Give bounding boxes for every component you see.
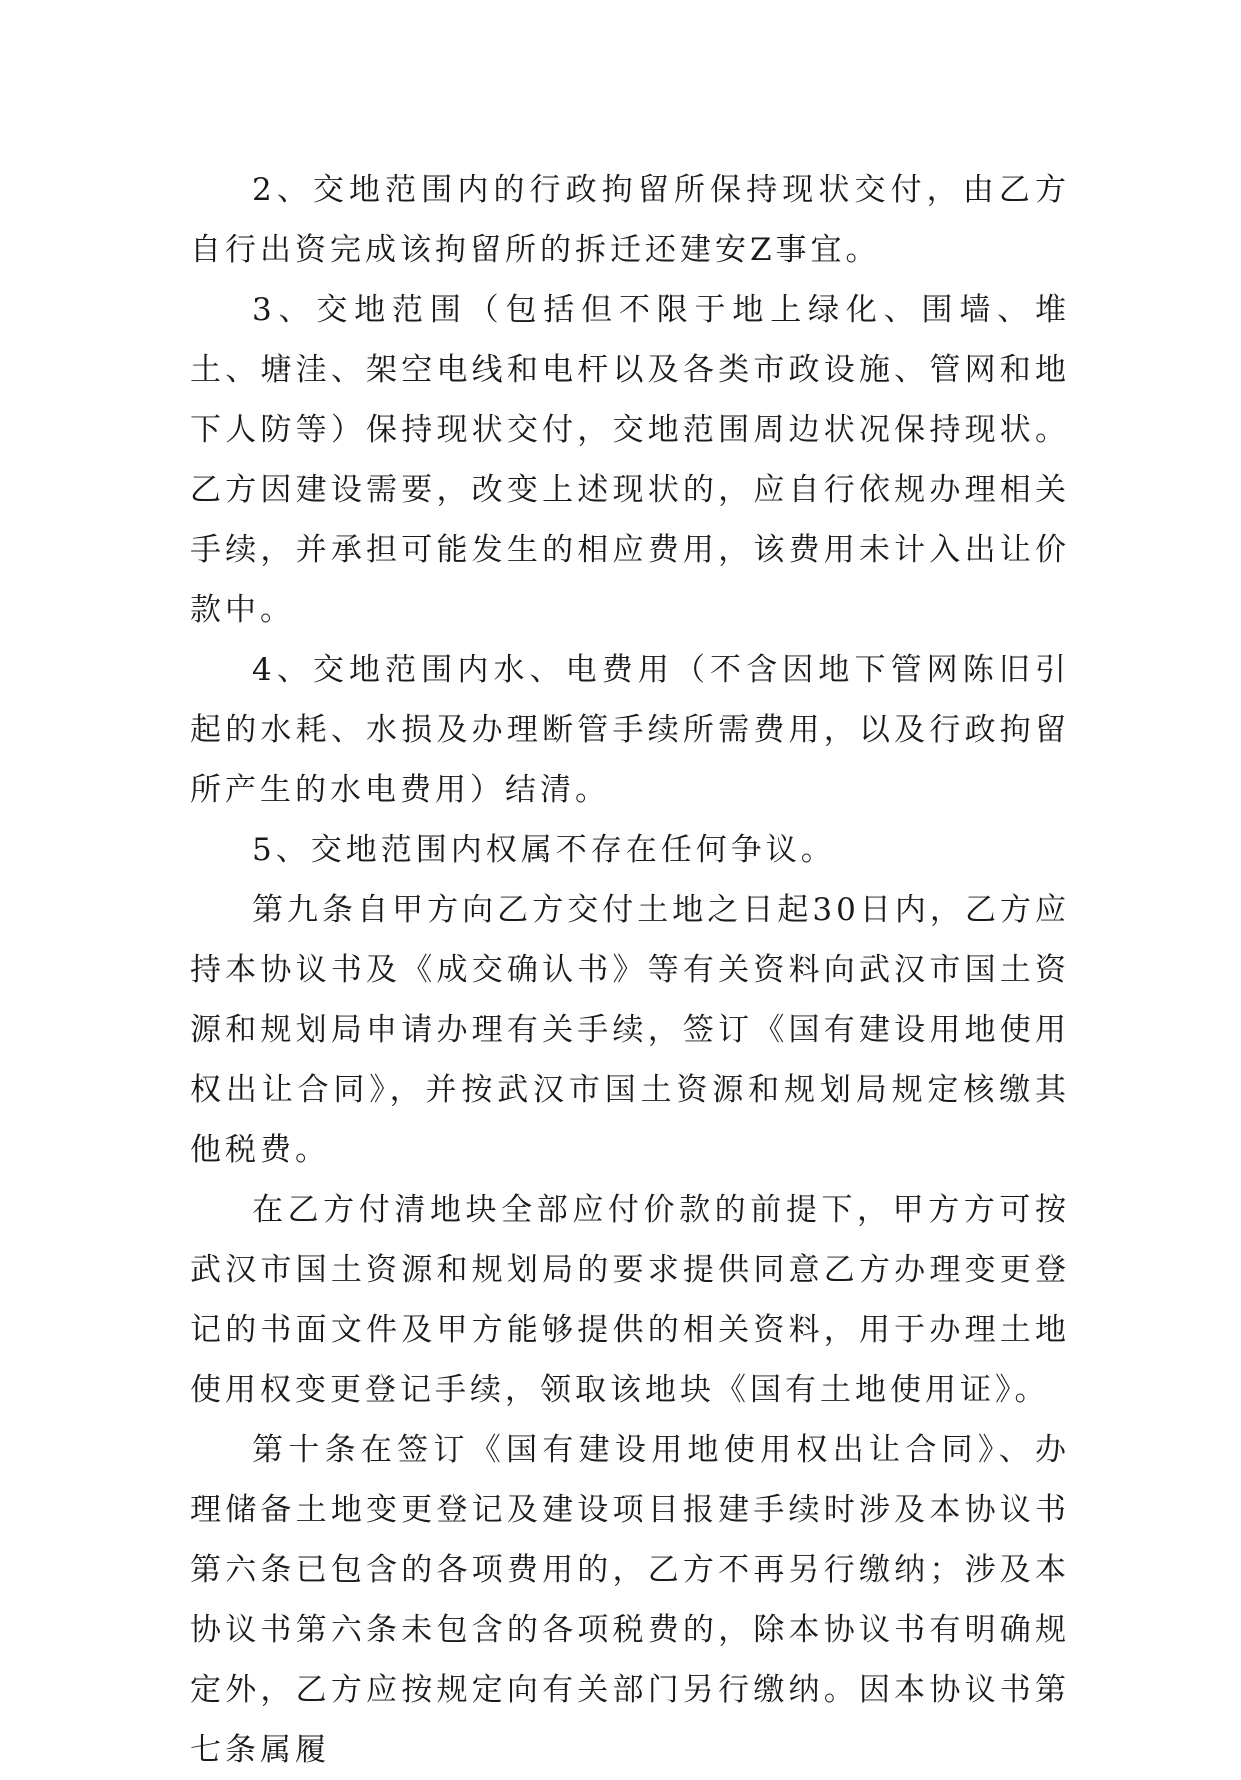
paragraph-item-3: 3、交地范围（包括但不限于地上绿化、围墙、堆土、塘洼、架空电线和电杆以及各类市政设施、管网和地下人防等）保持现状交付，交地范围周边状况保持现状。乙方因建设需要，改变上述现状的，应自行依规办理相关手续，并承担可能发生的相应费用，该费用未计入出让价款中。 (190, 292, 1070, 628)
paragraph-item-4: 4、交地范围内水、电费用（不含因地下管网陈旧引起的水耗、水损及办理断管手续所需费用，以及行政拘留所产生的水电费用）结清。 (190, 652, 1070, 808)
paragraph-item-5: 5、交地范围内权属不存在任何争议。 (252, 832, 836, 868)
paragraph-article-9-cont: 在乙方付清地块全部应付价款的前提下，甲方方可按武汉市国土资源和规划局的要求提供同意乙方办理变更登记的书面文件及甲方能够提供的相关资料，用于办理土地使用权变更登记手续，领取该地块《国有土地使用证》。 (190, 1192, 1070, 1408)
paragraph-article-10: 第十条在签订《国有建设用地使用权出让合同》、办理储备土地变更登记及建设项目报建手续时涉及本协议书第六条已包含的各项费用的，乙方不再另行缴纳；涉及本协议书第六条未包含的各项税费的，除本协议书有明确规定外，乙方应按规定向有关部门另行缴纳。因本协议书第七条属履 (190, 1432, 1070, 1768)
paragraph-article-9: 第九条自甲方向乙方交付土地之日起30日内，乙方应持本协议书及《成交确认书》等有关资料向武汉市国土资源和规划局申请办理有关手续，签订《国有建设用地使用权出让合同》，并按武汉市国土资源和规划局规定核缴其他税费。 (190, 892, 1070, 1168)
paragraph-item-2: 2、交地范围内的行政拘留所保持现状交付，由乙方自行出资完成该拘留所的拆迁还建安Z事宜。 (190, 172, 1070, 268)
document-body (190, 160, 1070, 1780)
